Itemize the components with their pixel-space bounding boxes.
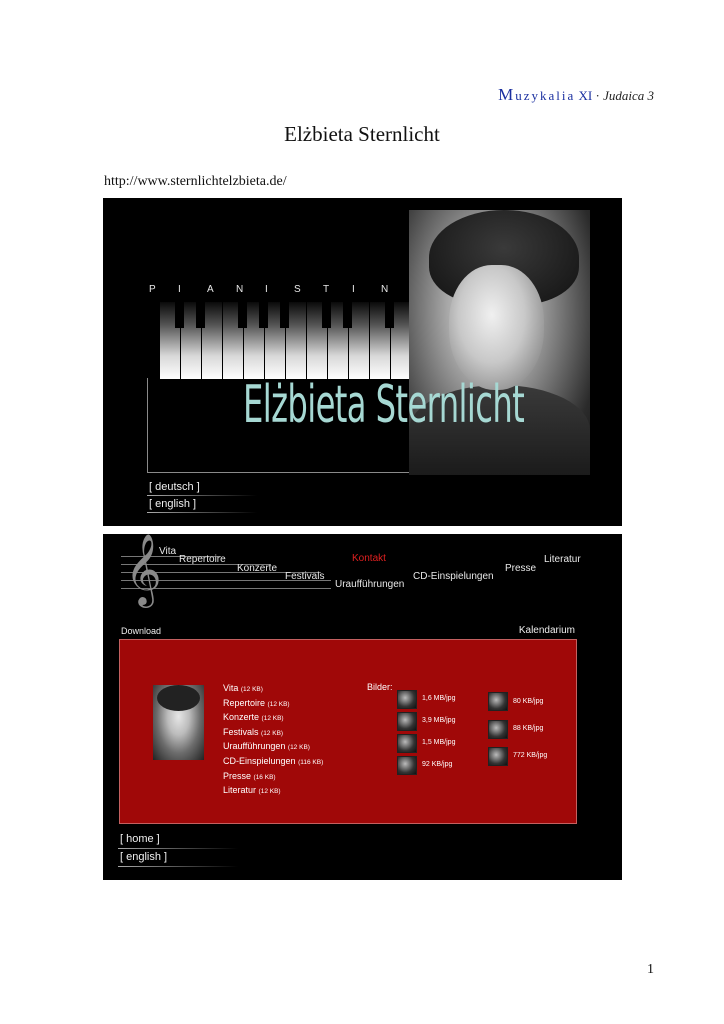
image-thumbnail[interactable] [488, 747, 508, 766]
download-panel [119, 639, 577, 824]
download-list [223, 682, 323, 799]
home-link[interactable]: [ home ] [120, 833, 160, 845]
download-item[interactable]: Festivals (12 KB) [223, 726, 284, 737]
pianistin-heading [149, 284, 410, 295]
lang-link-deutsch[interactable]: [ deutsch ] [149, 481, 200, 493]
image-thumbnail[interactable] [397, 756, 417, 775]
treble-clef-icon: 𝄞 [125, 534, 162, 605]
piano-black-key [343, 302, 352, 328]
download-item[interactable]: Literatur (12 KB) [223, 785, 281, 796]
image-size: 80 KB/jpg [513, 698, 544, 705]
piano-black-key [322, 302, 331, 328]
pianistin-letter: N [236, 284, 244, 295]
nav-festivals[interactable]: Festivals [285, 571, 325, 582]
pianistin-letter: N [381, 284, 389, 295]
image-thumbnail[interactable] [397, 712, 417, 731]
lang-link-english[interactable]: [ english ] [149, 498, 197, 510]
piano-white-key [286, 302, 306, 379]
journal-initial: M [498, 85, 516, 104]
english-link[interactable]: [ english ] [120, 851, 168, 863]
divider [147, 495, 257, 496]
download-item[interactable]: CD-Einspielungen (116 KB) [223, 755, 324, 766]
pianist-thumbnail-photo [153, 685, 204, 760]
website-url: http://www.sternlichtelzbieta.de/ [104, 174, 287, 189]
image-size: 92 KB/jpg [422, 761, 453, 768]
journal-volume: XI [578, 88, 593, 103]
nav-urauffuhrungen[interactable]: Uraufführungen [335, 579, 405, 590]
piano-black-key [385, 302, 394, 328]
nav-repertoire[interactable]: Repertoire [179, 554, 226, 565]
piano-black-key [196, 302, 205, 328]
page-number: 1 [647, 962, 654, 977]
image-thumbnail[interactable] [397, 734, 417, 753]
nav-literatur[interactable]: Literatur [544, 554, 581, 565]
download-page-screenshot [103, 534, 622, 880]
pianistin-letter: I [352, 284, 355, 295]
pianistin-letter: I [265, 284, 268, 295]
piano-keys-graphic [160, 302, 409, 379]
piano-white-key [349, 302, 369, 379]
nav-presse[interactable]: Presse [505, 563, 537, 574]
document-title: Elżbieta Sternlicht [284, 122, 440, 146]
download-item[interactable]: Repertoire (12 KB) [223, 697, 290, 708]
piano-black-key [238, 302, 247, 328]
frame-line-left [147, 378, 148, 472]
download-item[interactable]: Vita (12 KB) [223, 683, 263, 693]
download-item[interactable]: Presse (16 KB) [223, 770, 276, 781]
journal-name-rest: uzykalia [515, 88, 576, 103]
piano-white-key [391, 302, 411, 379]
piano-white-key [202, 302, 222, 379]
nav-kontakt[interactable]: Kontakt [352, 553, 386, 564]
nav-cd-einspielungen[interactable]: CD-Einspielungen [413, 571, 494, 582]
image-size: 1,6 MB/jpg [422, 695, 456, 702]
divider [118, 866, 238, 867]
download-heading: Download [121, 626, 162, 636]
nav-vita[interactable]: Vita [159, 546, 177, 557]
divider [118, 848, 238, 849]
journal-section: Judaica 3 [603, 88, 654, 103]
homepage-screenshot [103, 198, 622, 526]
download-item[interactable]: Uraufführungen (12 KB) [223, 741, 310, 752]
pianistin-letter: P [149, 284, 156, 295]
pianistin-letter: T [323, 284, 330, 295]
bilder-label: Bilder: [367, 682, 393, 692]
pianistin-letter: A [207, 284, 214, 295]
artist-name-logo: Elżbieta Sternlicht [243, 375, 525, 435]
image-size: 772 KB/jpg [513, 752, 548, 759]
header-separator: · [595, 88, 600, 103]
nav-konzerte[interactable]: Konzerte [237, 563, 278, 574]
image-size: 3,9 MB/jpg [422, 717, 456, 724]
image-size: 1,5 MB/jpg [422, 739, 456, 746]
pianistin-letter: S [294, 284, 301, 295]
image-thumbnail[interactable] [488, 720, 508, 739]
pianistin-letter: I [178, 284, 181, 295]
piano-black-key [280, 302, 289, 328]
image-thumbnail[interactable] [488, 692, 508, 711]
piano-black-key [259, 302, 268, 328]
divider [147, 512, 257, 513]
image-size: 88 KB/jpg [513, 725, 544, 732]
kalendarium-link[interactable]: Kalendarium [518, 625, 575, 636]
journal-header [498, 85, 654, 105]
download-item[interactable]: Konzerte (12 KB) [223, 712, 284, 723]
piano-black-key [175, 302, 184, 328]
image-thumbnail[interactable] [397, 690, 417, 709]
